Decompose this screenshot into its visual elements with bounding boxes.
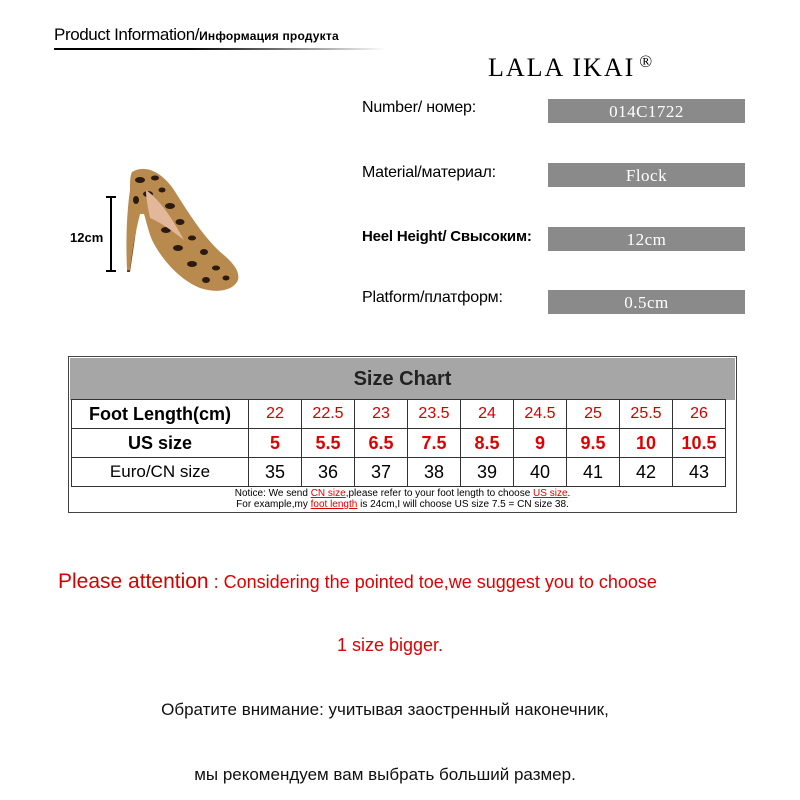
material-value: Flock — [548, 163, 745, 187]
table-cell: 22.5 — [302, 400, 355, 429]
number-label: Number/ номер: — [362, 99, 476, 116]
table-cell: 8.5 — [461, 429, 514, 458]
euro-cn-size-row — [72, 458, 726, 487]
table-cell: 38 — [408, 458, 461, 487]
registered-mark: ® — [639, 52, 655, 71]
number-value: 014C1722 — [548, 99, 745, 123]
table-cell: 26 — [673, 400, 726, 429]
table-cell: 39 — [461, 458, 514, 487]
notice-text: is 24cm,I will choose US size 7.5 = CN size 38. — [357, 499, 569, 510]
platform-value: 0.5cm — [548, 290, 745, 314]
table-cell: 24 — [461, 400, 514, 429]
size-chart — [68, 356, 737, 513]
notice-text: . — [567, 488, 571, 499]
attention-text: : Considering the pointed toe,we suggest you to choose — [208, 572, 657, 592]
attention-text-2: 1 size bigger. — [336, 635, 444, 655]
table-cell: 25.5 — [620, 400, 673, 429]
notice-line-1 — [69, 488, 736, 499]
material-label: Material/материал: — [362, 164, 496, 181]
notice-highlight: CN size — [310, 488, 346, 499]
table-cell: 10.5 — [673, 429, 726, 458]
header-title — [54, 25, 339, 45]
attention-ru-line-2: мы рекомендуем вам выбрать больший размер. — [194, 765, 576, 784]
platform-label: Platform/платформ: — [362, 289, 503, 306]
table-cell: 41 — [567, 458, 620, 487]
table-cell: 6.5 — [355, 429, 408, 458]
header-title-ru: Информация продукта — [199, 29, 339, 43]
table-cell: 10 — [620, 429, 673, 458]
table-cell: 23 — [355, 400, 408, 429]
attention-heading: Please attention — [58, 570, 209, 593]
table-cell: 24.5 — [514, 400, 567, 429]
table-cell: 5.5 — [302, 429, 355, 458]
brand-logo — [488, 52, 654, 83]
table-cell: 35 — [249, 458, 302, 487]
size-chart-title: Size Chart — [70, 358, 735, 400]
attention-line — [58, 570, 657, 594]
table-cell: 40 — [514, 458, 567, 487]
table-cell: 9 — [514, 429, 567, 458]
table-cell: 25 — [567, 400, 620, 429]
size-notice — [69, 488, 736, 510]
leopard-pump-image — [100, 160, 260, 300]
table-cell: 43 — [673, 458, 726, 487]
notice-line-2 — [69, 499, 736, 510]
notice-highlight: US size — [533, 488, 568, 499]
row-header: Foot Length(cm) — [72, 400, 249, 429]
heel-height-dimension: 12cm — [70, 230, 104, 245]
row-header: US size — [72, 429, 249, 458]
table-cell: 23.5 — [408, 400, 461, 429]
header-divider — [54, 48, 386, 50]
heel-height-value: 12cm — [548, 227, 745, 251]
table-cell: 9.5 — [567, 429, 620, 458]
table-cell: 42 — [620, 458, 673, 487]
us-size-row — [72, 429, 726, 458]
foot-length-row — [72, 400, 726, 429]
row-header: Euro/CN size — [72, 458, 249, 487]
heel-height-label: Heel Height/ Свысоким: — [362, 228, 532, 245]
table-cell: 36 — [302, 458, 355, 487]
notice-text: Notice: We send — [234, 488, 311, 499]
size-chart-table — [71, 399, 726, 487]
table-cell: 22 — [249, 400, 302, 429]
attention-ru-line-1: Обратите внимание: учитывая заостренный наконечник, — [161, 700, 609, 719]
brand-name: LALA IKAI — [488, 53, 636, 82]
table-cell: 5 — [249, 429, 302, 458]
notice-highlight: foot length — [310, 499, 358, 510]
table-cell: 7.5 — [408, 429, 461, 458]
table-cell: 37 — [355, 458, 408, 487]
notice-text: ,please refer to your foot length to choose — [345, 488, 534, 499]
notice-text: For example,my — [236, 499, 311, 510]
header-title-en: Product Information/ — [54, 25, 200, 44]
